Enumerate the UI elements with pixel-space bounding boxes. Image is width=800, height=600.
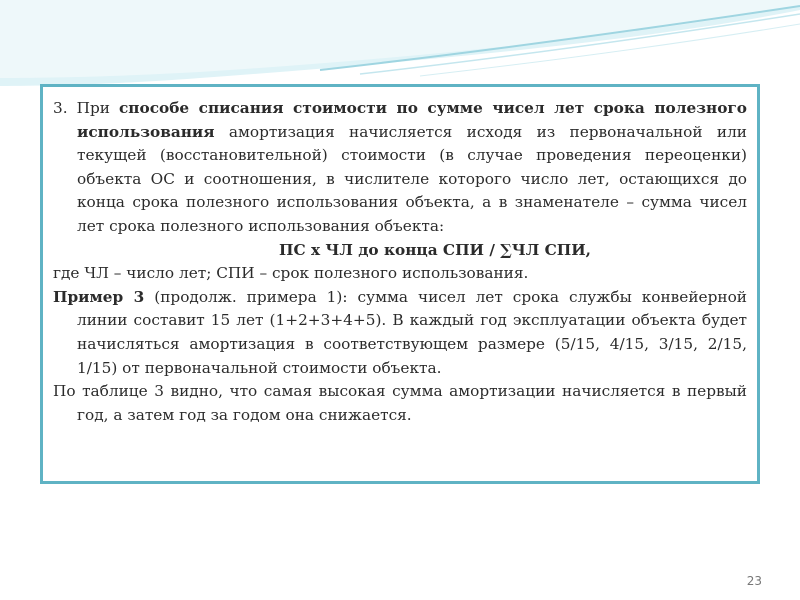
page-number: 23 <box>746 574 762 588</box>
example-label: Пример 3 <box>53 287 145 306</box>
wave-mid-shape <box>0 0 800 78</box>
paragraph-body: амортизация начисляется исходя из первоначальной или текущей (восстановительной) стоимости (в случае проведения переоценки) объекта ОС и соотношения, в числителе которого число лет, остающихся до конца срока полезного использования объекта, а в знаменателе – сумма чисел лет срока полезного использования объекта: <box>77 122 747 235</box>
depreciation-formula: ПС х ЧЛ до конца СПИ / ∑ЧЛ СПИ, <box>279 240 591 259</box>
paragraph-method <box>53 97 747 239</box>
paragraph-conclusion: По таблице 3 видно, что самая высокая сумма амортизации начисляется в первый год, а затем год за годом она снижается. <box>53 382 747 424</box>
formula-legend: где ЧЛ – число лет; СПИ – срок полезного использования. <box>53 264 529 283</box>
content-frame <box>40 84 760 484</box>
header-wave-decoration <box>0 0 800 90</box>
paragraph-lead: 3. При <box>53 99 119 117</box>
example-text: (продолж. примера 1): сумма чисел лет срока службы конвейерной линии составит 15 лет (1+2+3+4+5). В каждый год эксплуатации объекта будет начисляться амортизация в соответствующем размере (5/15, 4/15, 3/15, 2/15, 1/15) от первоначальной стоимости объекта. <box>77 287 747 377</box>
paragraph-example <box>53 286 747 380</box>
method-term: способе списания стоимости по сумме чисел лет срока полезного использования <box>77 99 747 141</box>
